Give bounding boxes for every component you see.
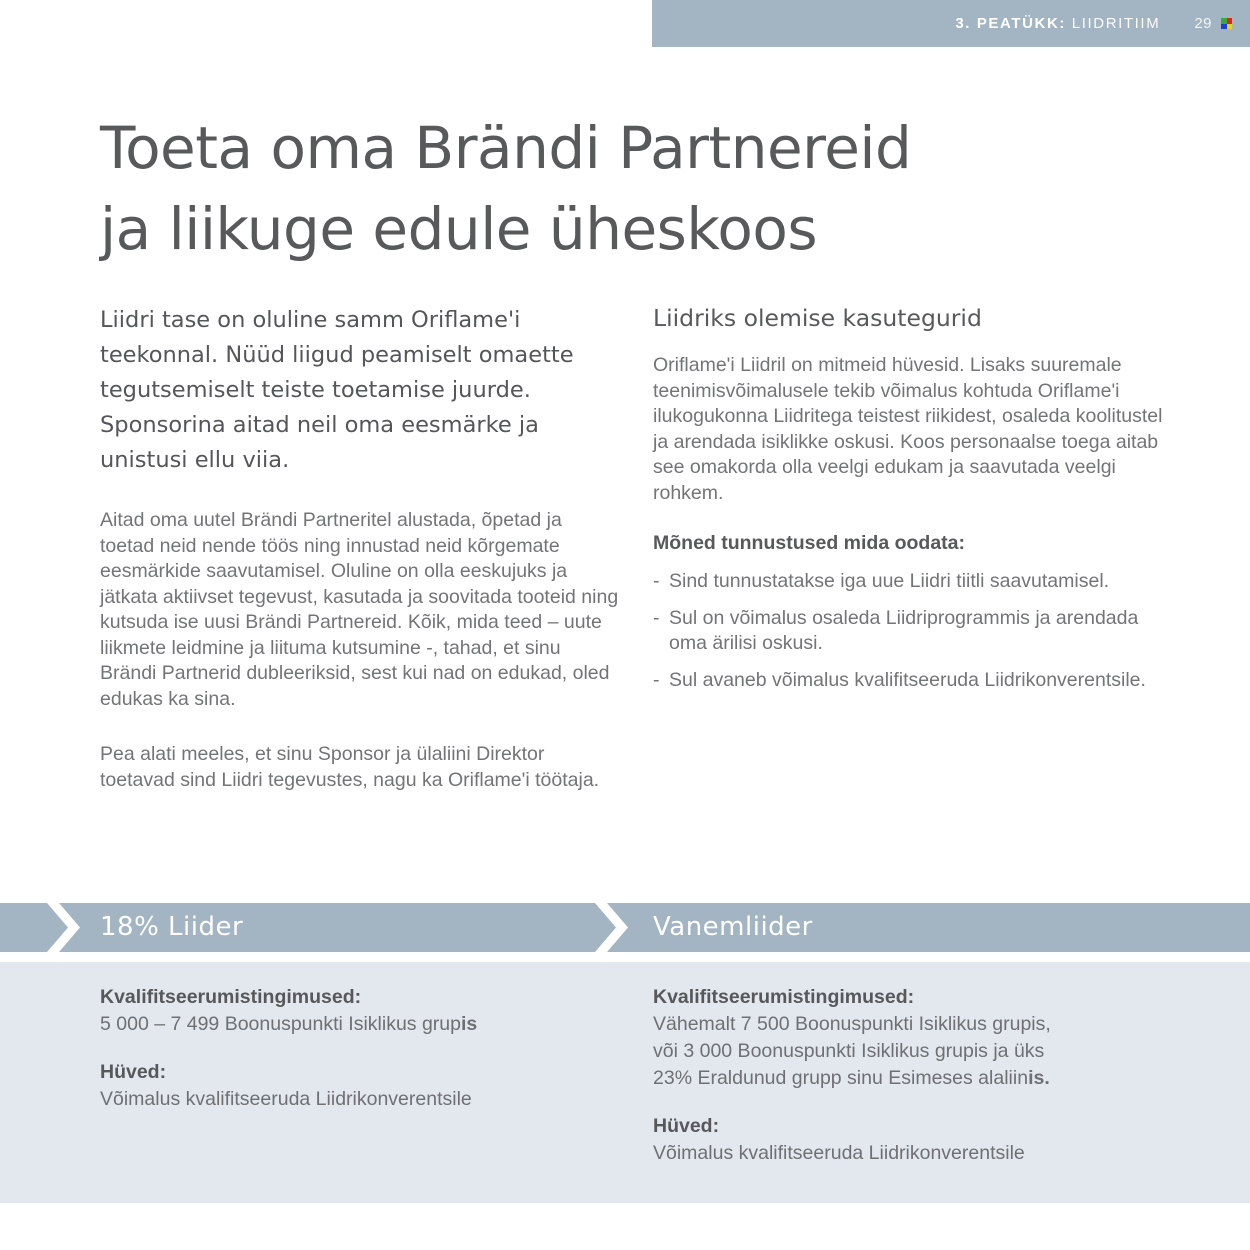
spacer xyxy=(653,1092,1173,1113)
list-item xyxy=(653,668,1168,694)
benefits-body: Oriflame'i Liidril on mitmeid hüvesid. Lisaks suuremale teenimisvõimalusele tekib võimalus kohtuda Oriflame'i ilukogukonna Liidritega teistest riikidest, osaleda koolitustel ja arendada isiklikke oskusi. Koos personaalse toega aitab see omakorda olla veelgi edukam ja saavutada veelgi rohkem. xyxy=(653,354,1163,504)
chapter-title xyxy=(955,15,1160,32)
logo-square-yellow xyxy=(1227,24,1233,30)
qualification-line-3-bold: is. xyxy=(1028,1067,1050,1089)
page-title-line2: ja liikuge edule üheskoos xyxy=(100,195,818,263)
qualification-heading: Kvalifitseerumistingimused: xyxy=(100,986,362,1008)
level-info-vanemliider xyxy=(653,984,1173,1167)
recognitions-subheading: Mõned tunnustused mida oodata: xyxy=(653,532,965,554)
list-item-text: Sul avaneb võimalus kvalifitseeruda Liidrikonverentsile. xyxy=(669,668,1146,691)
bullet-dash: - xyxy=(653,606,660,629)
intro-paragraph-2: Aitad oma uutel Brändi Partneritel alustada, õpetad ja toetad neid nende töös ning innustad neid kõrgemate eesmärkide saavutamisel. Oluline on olla eeskujuks ja jätkata aktiivset tegevust, kasutada ja soovitada tooteid ning kutsuda ise uusi Brändi Partnereid. Kõik, mida teed – uute liikmete leidmine ja liituma kutsumine -, tahad, et sinu Brändi Partnerid dubleeriksid, sest kui nad on edukad, oled edukas ka sina. xyxy=(100,509,619,710)
spacer xyxy=(100,1038,600,1059)
list-item xyxy=(653,569,1168,595)
level-benefits-heading: Hüved: xyxy=(653,1115,720,1137)
level-benefits-value: Võimalus kvalifitseeruda Liidrikonverentsile xyxy=(100,1088,472,1110)
recognitions-list xyxy=(653,569,1168,693)
benefits-column xyxy=(653,303,1168,693)
page-number: 29 xyxy=(1194,15,1212,32)
list-item-text: Sul on võimalus osaleda Liidriprogrammis ja arendada oma ärilisi oskusi. xyxy=(669,606,1139,654)
intro-paragraph-3: Pea alati meeles, et sinu Sponsor ja ülaliini Direktor toetavad sind Liidri tegevustes, nagu ka Oriflame'i töötaja. xyxy=(100,743,600,791)
page-title-line1: Toeta oma Brändi Partnereid xyxy=(100,114,912,182)
level-banner-18-liider: 18% Liider xyxy=(100,912,244,942)
page-title xyxy=(100,108,911,270)
chapter-name: LIIDRITIIM xyxy=(1071,15,1161,32)
chevron-separator-icon xyxy=(595,903,629,952)
chapter-header-bar xyxy=(652,0,1250,47)
benefits-heading: Liidriks olemise kasutegurid xyxy=(653,304,982,332)
qualification-heading: Kvalifitseerumistingimused: xyxy=(653,986,915,1008)
chapter-number: 3. PEATÜKK: xyxy=(955,15,1067,32)
qualification-value-bold: is xyxy=(461,1013,478,1035)
four-color-logo-icon xyxy=(1221,18,1232,29)
level-benefits-heading: Hüved: xyxy=(100,1061,167,1083)
list-item-text: Sind tunnustatakse iga uue Liidri tiitli saavutamisel. xyxy=(669,570,1110,592)
chevron-separator-icon xyxy=(47,903,81,952)
bullet-dash: - xyxy=(653,668,660,691)
qualification-band xyxy=(0,962,1250,1203)
level-banner-vanemliider: Vanemliider xyxy=(653,912,813,942)
qualification-line-1: Vähemalt 7 500 Boonuspunkti Isiklikus grupis, xyxy=(653,1013,1051,1035)
qualification-value xyxy=(100,1011,600,1038)
lead-paragraph: Liidri tase on oluline samm Oriflame'i teekonnal. Nüüd liigud peamiselt omaette tegutsemiselt teiste toetamise juurde. Sponsorina aitad neil oma eesmärke ja unistusi ellu viia. xyxy=(100,307,574,473)
qualification-line-2: või 3 000 Boonuspunkti Isiklikus grupis ja üks xyxy=(653,1040,1045,1062)
qualification-value-text: 5 000 – 7 499 Boonuspunkti Isiklikus grup xyxy=(100,1013,461,1035)
qualification-line-3 xyxy=(653,1065,1173,1092)
intro-column xyxy=(100,303,620,793)
level-info-18-liider xyxy=(100,984,600,1113)
level-banner-bar xyxy=(0,903,1250,952)
qualification-line-3-text: 23% Eraldunud grupp sinu Esimeses alaliin xyxy=(653,1067,1029,1089)
list-item xyxy=(653,606,1168,657)
bullet-dash: - xyxy=(653,570,660,592)
level-benefits-value: Võimalus kvalifitseeruda Liidrikonverentsile xyxy=(653,1142,1025,1164)
